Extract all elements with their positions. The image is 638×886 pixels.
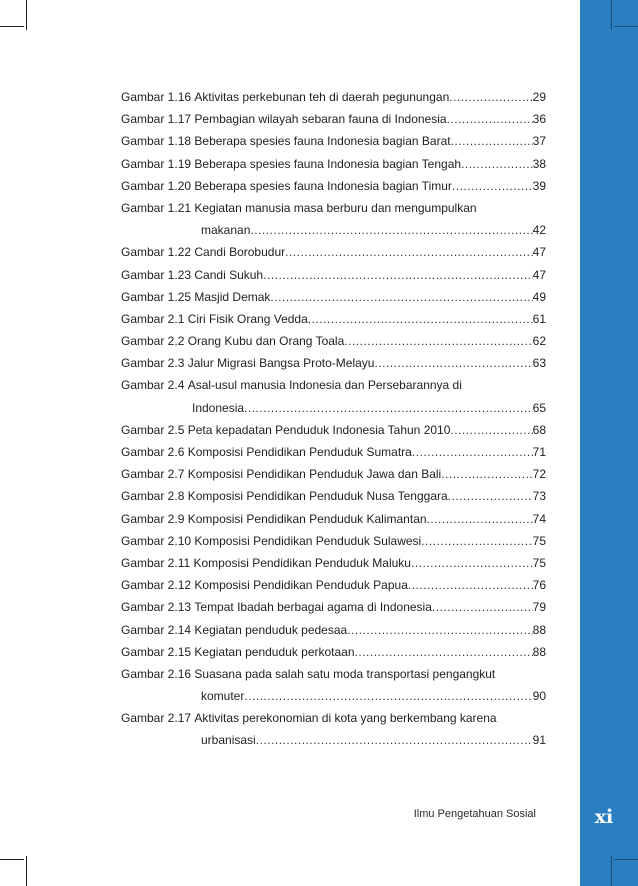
figure-title: Beberapa spesies fauna Indonesia bagian Tengah [194,156,462,171]
figure-label: Gambar 1.17 [121,112,192,127]
crop-mark-top-left-h [0,26,24,27]
figure-page-number: 75 [532,533,546,548]
figure-entry [121,86,546,108]
crop-mark-bottom-left-v [26,856,27,886]
figure-label: Gambar 2.17 [121,711,192,726]
figure-entry-line [121,175,546,197]
dot-leader [347,619,532,641]
figure-entry-line [121,86,546,108]
figure-page-number: 73 [532,489,546,504]
figure-title: Komposisi Pendidikan Penduduk Kalimantan [187,511,427,526]
figure-entry-line [121,530,546,552]
dot-leader [427,508,533,530]
figure-page-number: 37 [532,134,546,149]
dot-leader [441,463,532,485]
dot-leader [250,219,532,241]
dot-leader [355,641,533,663]
figure-list [121,86,546,752]
figure-entry [121,508,546,530]
figure-entry-line [121,707,546,729]
dot-leader [308,308,533,330]
dot-leader [452,175,533,197]
figure-label: Gambar 1.25 [121,289,192,304]
dot-leader [408,574,533,596]
figure-page-number: 36 [532,112,546,127]
figure-label: Gambar 2.1 [121,311,185,326]
figure-title: Beberapa spesies fauna Indonesia bagian Timur [194,178,452,193]
figure-page-number: 29 [532,90,546,104]
figure-title: Aktivitas perekonomian di kota yang berkembang karena [194,711,497,726]
figure-page-number: 72 [532,467,546,482]
figure-title-continuation: makanan [201,223,251,238]
figure-entry-line [121,663,546,685]
figure-entry [121,352,546,374]
figure-title: Jalur Migrasi Bangsa Proto-Melayu [187,356,375,371]
figure-entry-continuation [121,729,546,751]
dot-leader [411,552,533,574]
figure-entry [121,485,546,507]
figure-title: Komposisi Pendidikan Penduduk Maluku [193,555,411,570]
crop-mark-top-right-h [614,26,638,27]
figure-entry [121,419,546,441]
figure-title: Komposisi Pendidikan Penduduk Sumatra [187,445,412,459]
figure-entry [121,663,546,707]
figure-entry [121,130,546,152]
figure-entry-line [121,153,546,175]
figure-entry [121,641,546,663]
figure-label: Gambar 1.19 [121,156,192,171]
figure-page-number: 79 [532,600,546,615]
figure-entry [121,264,546,286]
dot-leader [432,596,533,618]
dot-leader [244,685,532,707]
crop-mark-bottom-left-h [0,859,24,860]
figure-entry-line [121,108,546,130]
figure-label: Gambar 2.2 [121,334,185,349]
figure-entry-line [121,641,546,663]
figure-entry-line [121,352,546,374]
figure-page-number: 63 [532,356,546,371]
figure-entry [121,707,546,751]
figure-entry [121,108,546,130]
dot-leader [450,419,532,441]
figure-entry [121,596,546,618]
figure-entry [121,197,546,241]
figure-label: Gambar 2.6 [121,445,185,459]
figure-page-number: 71 [532,445,546,459]
figure-entry-continuation [121,219,546,241]
figure-entry [121,463,546,485]
figure-entry-line [121,463,546,485]
figure-title: Kegiatan manusia masa berburu dan mengumpulkan [194,200,477,215]
figure-entry-line [121,508,546,530]
crop-mark-bottom-right-v [611,856,612,886]
figure-entry [121,308,546,330]
figure-page-number: 88 [532,644,546,659]
figure-entry-line [121,241,546,263]
figure-title: Candi Borobudur [194,245,286,260]
figure-entry-continuation [121,685,546,707]
figure-label: Gambar 2.11 [121,555,191,570]
figure-entry-line [121,574,546,596]
dot-leader [256,729,533,751]
figure-label: Gambar 2.8 [121,489,185,504]
footer-book-title: Ilmu Pengetahuan Sosial [413,808,536,820]
figure-page-number: 61 [532,311,546,326]
figure-entry-line [121,552,546,574]
figure-entry [121,441,546,463]
figure-page-number: 90 [532,689,546,704]
figure-label: Gambar 1.16 [121,90,192,104]
figure-title: Beberapa spesies fauna Indonesia bagian Barat [194,134,451,149]
figure-title: Masjid Demak [194,289,271,304]
figure-entry-line [121,419,546,441]
figure-label: Gambar 1.23 [121,267,192,282]
dot-leader [447,108,533,130]
figure-page-number: 42 [532,223,546,238]
figure-entry [121,530,546,552]
side-accent-strip [580,0,638,886]
dot-leader [374,352,532,374]
figure-label: Gambar 2.14 [121,622,192,637]
dot-leader [461,153,533,175]
figure-page-number: 47 [532,267,546,282]
figure-label: Gambar 1.22 [121,245,192,260]
figure-label: Gambar 2.9 [121,511,185,526]
figure-label: Gambar 2.7 [121,467,185,482]
figure-entry [121,286,546,308]
figure-page-number: 47 [532,245,546,260]
dot-leader [448,485,533,507]
figure-label: Gambar 1.21 [121,200,192,215]
figure-page-number: 91 [532,733,546,748]
crop-mark-top-left-v [26,0,27,30]
figure-title: Asal-usul manusia Indonesia dan Persebarannya di [187,378,462,393]
crop-mark-bottom-right-h [614,859,638,860]
figure-title-continuation: urbanisasi [201,733,256,748]
figure-page-number: 65 [532,400,546,415]
dot-leader [270,286,532,308]
figure-title: Tempat Ibadah berbagai agama di Indonesia [194,600,432,615]
figure-entry-line [121,197,546,219]
dot-leader [244,397,533,419]
figure-label: Gambar 2.10 [121,533,192,548]
figure-page-number: 75 [532,555,546,570]
figure-entry-line [121,330,546,352]
dot-leader [344,330,532,352]
figure-title: Komposisi Pendidikan Penduduk Papua [194,578,408,593]
figure-entry-line [121,441,546,463]
dot-leader [412,441,533,463]
figure-entry-line [121,596,546,618]
figure-entry [121,153,546,175]
figure-label: Gambar 2.3 [121,356,185,371]
figure-entry-line [121,374,546,396]
dot-leader [263,264,533,286]
figure-title: Aktivitas perkebunan teh di daerah pegunungan [194,90,450,104]
figure-entry-continuation [121,397,546,419]
figure-label: Gambar 2.16 [121,666,192,681]
figure-entry [121,619,546,641]
page-number: xi [594,806,614,828]
figure-label: Gambar 2.12 [121,578,192,593]
figure-label: Gambar 2.4 [121,378,185,393]
figure-page-number: 49 [532,289,546,304]
figure-title: Komposisi Pendidikan Penduduk Nusa Tenggara [187,489,448,504]
figure-page-number: 76 [532,578,546,593]
dot-leader [421,530,532,552]
figure-title: Suasana pada salah satu moda transportasi pengangkut [194,666,496,681]
figure-entry [121,175,546,197]
dot-leader [451,130,533,152]
figure-title: Candi Sukuh [194,267,264,282]
figure-title-continuation: Indonesia [192,400,245,415]
figure-entry-line [121,485,546,507]
figure-label: Gambar 1.20 [121,178,192,193]
figure-page-number: 38 [532,156,546,171]
figure-title: Peta kepadatan Penduduk Indonesia Tahun 2010 [187,422,451,437]
figure-entry [121,241,546,263]
crop-mark-top-right-v [611,0,612,30]
figure-page-number: 68 [532,422,546,437]
figure-title-continuation: komuter [201,689,245,704]
figure-title: Pembagian wilayah sebaran fauna di Indonesia [194,112,447,127]
figure-page-number: 88 [532,622,546,637]
figure-entry-line [121,264,546,286]
figure-entry-line [121,286,546,308]
figure-entry-line [121,308,546,330]
figure-entry [121,574,546,596]
figure-title: Komposisi Pendidikan Penduduk Sulawesi [194,533,422,548]
figure-entry-line [121,130,546,152]
figure-page-number: 39 [532,178,546,193]
figure-title: Komposisi Pendidikan Penduduk Jawa dan Bali [187,467,442,482]
figure-page-number: 62 [532,334,546,349]
figure-entry-line [121,619,546,641]
figure-title: Kegiatan penduduk perkotaan [194,644,355,659]
figure-label: Gambar 2.13 [121,600,192,615]
figure-entry [121,552,546,574]
figure-title: Orang Kubu dan Orang Toala [187,334,345,349]
figure-title: Kegiatan penduduk pedesaa [194,622,348,637]
dot-leader [449,86,532,108]
figure-page-number: 74 [532,511,546,526]
figure-entry [121,374,546,418]
figure-entry [121,330,546,352]
figure-title: Ciri Fisik Orang Vedda [187,311,308,326]
dot-leader [285,241,533,263]
figure-label: Gambar 1.18 [121,134,192,149]
figure-label: Gambar 2.5 [121,422,185,437]
figure-label: Gambar 2.15 [121,644,192,659]
